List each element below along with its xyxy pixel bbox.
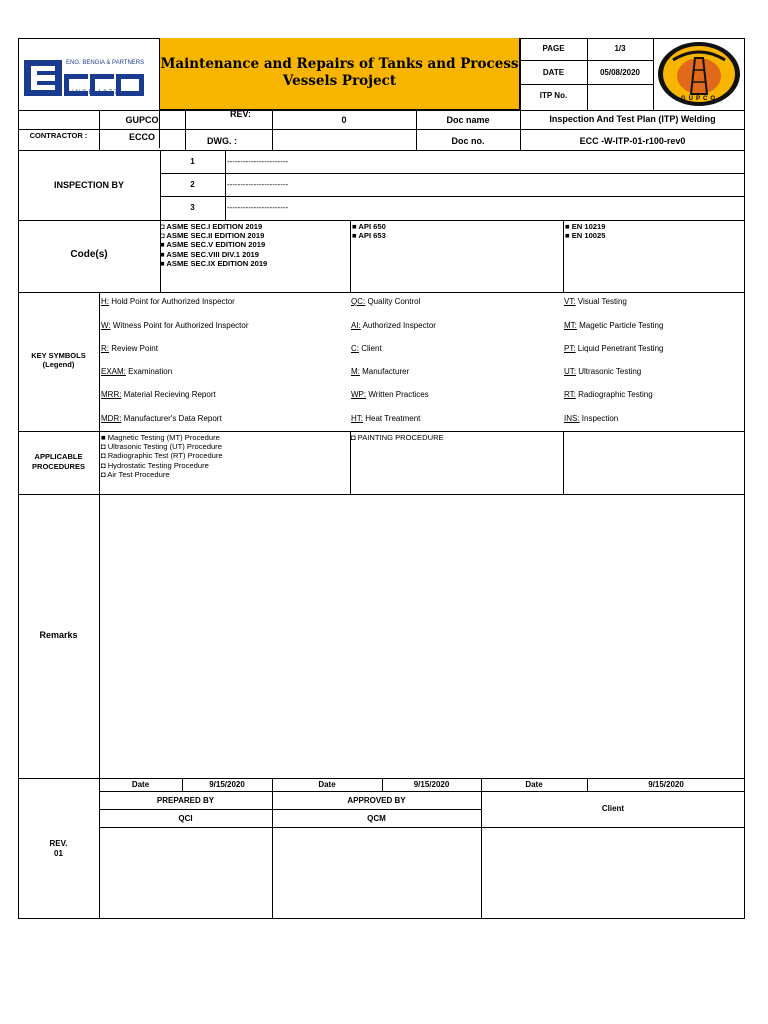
prepared-signature-field[interactable] — [100, 828, 271, 918]
legend-item: MRR: Material Recieving Report — [101, 390, 216, 399]
logo-since: SINCE 1977 — [66, 90, 120, 96]
inspector-1-value: ----------------------- — [227, 157, 289, 166]
procedures-sublabel: PROCEDURES — [32, 462, 85, 471]
legend-item: WP: Written Practices — [351, 390, 429, 399]
approved-date-label: Date — [318, 780, 336, 789]
rev-label: REV: — [230, 109, 252, 119]
prepared-date-label: Date — [131, 780, 150, 789]
code-item: ◘ ASME SEC.II EDITION 2019 — [160, 231, 265, 241]
approved-signature-field[interactable] — [273, 828, 480, 918]
code-item: ■ API 653 — [352, 231, 386, 241]
dwg-label: DWG. : — [207, 136, 237, 146]
docname-value: Inspection And Test Plan (ITP) Welding — [549, 114, 716, 124]
codes-list-en — [565, 222, 605, 240]
prepared-by-label: PREPARED BY — [156, 796, 215, 805]
legend-item: INS: Inspection — [564, 414, 619, 423]
remarks-field[interactable] — [100, 495, 744, 777]
contractor-label: CONTRACTOR : — [29, 131, 88, 140]
code-item: ■ API 650 — [352, 222, 386, 231]
legend-item: VT: Visual Testing — [564, 297, 627, 306]
legend-item: UT: Ultrasonic Testing — [564, 367, 642, 376]
key-symbols-label: KEY SYMBOLS — [31, 351, 86, 360]
gupco-logo — [655, 40, 743, 108]
procedure-item: ◘ PAINTING PROCEDURE — [351, 433, 444, 442]
client-name: GUPCO — [125, 115, 159, 125]
code-item: ◘ ASME SEC.I EDITION 2019 — [160, 222, 263, 231]
code-item: ■ ASME SEC.VIII DIV.1 2019 — [160, 249, 259, 259]
prepared-role: QCI — [178, 814, 193, 823]
approved-role: QCM — [367, 814, 386, 823]
legend-item: HT: Heat Treatment — [351, 414, 421, 423]
approved-date-value: 9/15/2020 — [413, 780, 450, 789]
legend-item: EXAM: Examination — [101, 367, 173, 376]
codes-label: Code(s) — [70, 249, 108, 260]
code-item: ■ ASME SEC.IX EDITION 2019 — [160, 258, 268, 268]
gupco-logo-text: GUPCO — [681, 96, 719, 102]
procedure-item: ■ Magnetic Testing (MT) Procedure — [101, 433, 220, 442]
rev-value: 0 — [341, 115, 347, 125]
logo-tagline: ENG. BENGIA & PARTNERS — [66, 60, 145, 66]
docno-label: Doc no. — [451, 136, 485, 146]
legend-item: M: Manufacturer — [351, 367, 410, 376]
page-value: 1/3 — [614, 44, 626, 53]
company-logo — [24, 58, 152, 98]
legend-item: RT: Radiographic Testing — [564, 390, 653, 399]
rev-block-number: 01 — [54, 849, 63, 858]
procedure-item: ◘ Hydrostatic Testing Procedure — [101, 460, 209, 470]
procedure-item: ◘ Air Test Procedure — [101, 469, 170, 479]
legend-item: C: Client — [351, 344, 382, 353]
codes-list-api — [352, 222, 386, 240]
inspector-3-number: 3 — [190, 203, 195, 212]
date-value: 05/08/2020 — [599, 68, 641, 77]
procedure-item: ◘ Radiographic Test (RT) Procedure — [101, 451, 223, 461]
client-signature-field[interactable] — [482, 828, 744, 918]
legend-item: H: Hold Point for Authorized Inspector — [101, 297, 235, 306]
procedures-list-2 — [351, 433, 444, 442]
legend-item: MT: Magetic Particle Testing — [564, 321, 664, 330]
code-item: ■ EN 10219 — [565, 222, 606, 231]
legend-item: QC: Quality Control — [351, 297, 421, 306]
date-label: DATE — [542, 68, 565, 77]
procedures-list — [101, 433, 223, 479]
inspector-2-value: ----------------------- — [227, 180, 289, 189]
inspection-label: INSPECTION BY — [53, 180, 124, 190]
procedures-label: APPLICABLE — [34, 452, 83, 461]
key-symbols-sublabel: (Legend) — [42, 360, 75, 369]
docname-label: Doc name — [446, 115, 490, 125]
client-date-value: 9/15/2020 — [648, 780, 684, 789]
itp-label: ITP No. — [539, 91, 568, 100]
legend-item: W: Witness Point for Authorized Inspector — [101, 321, 249, 330]
prepared-date-value: 9/15/2020 — [209, 780, 245, 789]
inspector-1-number: 1 — [190, 157, 195, 166]
code-item: ■ EN 10025 — [565, 231, 606, 241]
approved-by-label: APPROVED BY — [347, 796, 406, 805]
legend-item: PT: Liquid Penetrant Testing — [564, 344, 664, 353]
procedure-item: ◘ Ultrasonic Testing (UT) Procedure — [101, 442, 222, 452]
remarks-label: Remarks — [39, 630, 78, 640]
client-date-label: Date — [525, 780, 543, 789]
code-item: ■ ASME SEC.V EDITION 2019 — [160, 240, 266, 250]
document-title: Maintenance and Repairs of Tanks and Process Vessels Project — [160, 38, 520, 110]
page-label: PAGE — [542, 44, 565, 53]
rev-block-label: REV. — [49, 839, 68, 848]
inspector-2-number: 2 — [190, 180, 195, 189]
legend-item: R: Review Point — [101, 344, 158, 353]
codes-list-asme — [160, 222, 267, 268]
legend-item: MDR: Manufacturer's Data Report — [101, 414, 222, 423]
contractor-name: ECCO — [128, 132, 155, 142]
client-signoff-label: Client — [601, 804, 625, 813]
legend-item: AI: Authorized Inspector — [351, 321, 436, 330]
docno-value: ECC -W-ITP-01-r100-rev0 — [579, 136, 686, 146]
inspector-3-value: ----------------------- — [227, 203, 289, 212]
